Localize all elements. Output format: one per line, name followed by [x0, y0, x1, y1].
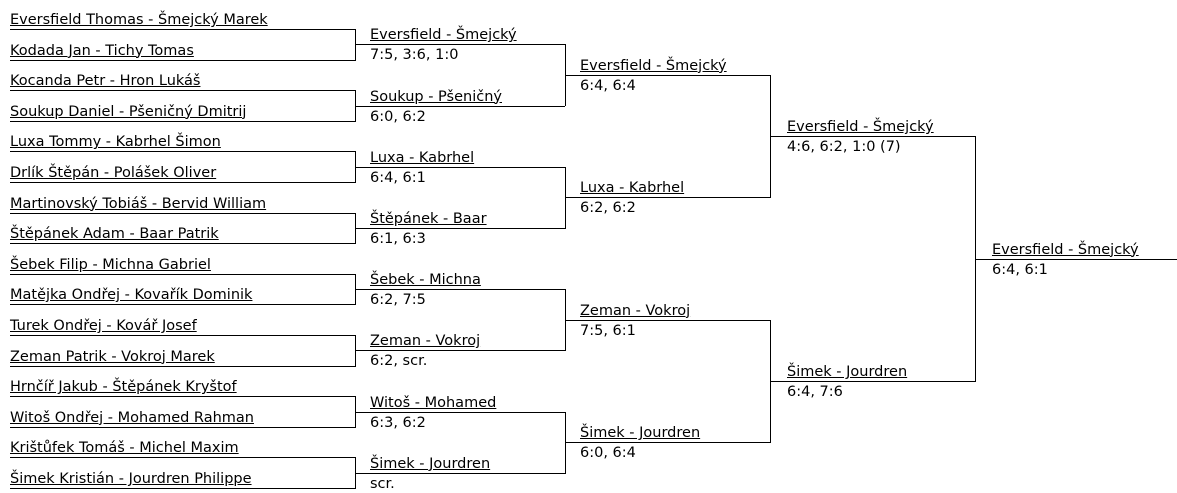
round1-team-label: Martinovský Tobiáš - Bervid William [10, 195, 267, 212]
round4-line [770, 381, 975, 382]
round1-team-label: Šebek Filip - Michna Gabriel [10, 256, 211, 273]
round1-line [10, 90, 355, 91]
round2-line [355, 167, 565, 168]
round2-line [355, 44, 565, 45]
round2-score-label: 6:2, 7:5 [370, 292, 426, 309]
round2-score-label: scr. [370, 475, 395, 492]
round1-line [10, 274, 355, 275]
round2-line [355, 228, 565, 229]
round2-winner-label: Zeman - Vokroj [370, 333, 481, 350]
round3-score-label: 7:5, 6:1 [580, 322, 636, 339]
round1-line [10, 243, 355, 244]
round2-score-label: 6:1, 6:3 [370, 230, 426, 247]
round2-winner-label: Luxa - Kabrhel [370, 149, 475, 166]
round2-line [355, 473, 565, 474]
round2-line [355, 412, 565, 413]
round4-score-label: 4:6, 6:2, 1:0 (7) [787, 139, 901, 156]
round3-line [565, 75, 770, 76]
round2-winner-label: Šimek - Jourdren [370, 455, 491, 472]
round1-line [10, 488, 355, 489]
round1-team-label: Turek Ondřej - Kovář Josef [10, 318, 197, 334]
round2-winner-label: Štěpánek - Baar [370, 210, 487, 227]
round1-line [10, 60, 355, 61]
round2-score-label: 6:0, 6:2 [370, 108, 426, 125]
round3-score-label: 6:0, 6:4 [580, 445, 636, 462]
round1-team-label: Šimek Kristián - Jourdren Philippe [10, 471, 252, 487]
round4-score-label: 6:4, 7:6 [787, 383, 843, 400]
round2-line [355, 289, 565, 290]
round1-line [10, 304, 355, 305]
round3-winner-label: Eversfield - Šmejcký [580, 57, 727, 74]
round1-team-label: Eversfield Thomas - Šmejcký Marek [10, 12, 268, 28]
round2-line [355, 106, 565, 107]
round4-line [770, 136, 975, 137]
round3-line [565, 320, 770, 321]
round4-winner-label: Eversfield - Šmejcký [787, 119, 934, 136]
round2-winner-label: Witoš - Mohamed [370, 394, 497, 411]
round3-score-label: 6:4, 6:4 [580, 77, 636, 94]
round1-team-label: Zeman Patrik - Vokroj Marek [10, 348, 215, 365]
round1-line [10, 396, 355, 397]
round2-score-label: 6:2, scr. [370, 353, 428, 370]
round2-score-label: 6:4, 6:1 [370, 169, 426, 186]
round1-line [10, 335, 355, 336]
round1-team-label: Kocanda Petr - Hron Lukáš [10, 73, 201, 90]
round2-winner-label: Šebek - Michna [370, 272, 481, 289]
round5-winner-label: Eversfield - Šmejcký [992, 241, 1139, 258]
round3-line [565, 197, 770, 198]
round1-line [10, 182, 355, 183]
round2-score-label: 7:5, 3:6, 1:0 [370, 47, 459, 64]
round3-winner-label: Šimek - Jourdren [580, 425, 701, 442]
round1-team-label: Luxa Tommy - Kabrhel Šimon [10, 134, 221, 151]
round1-team-label: Drlík Štěpán - Polášek Oliver [10, 165, 217, 181]
round1-team-label: Soukup Daniel - Pšeničný Dmitrij [10, 103, 247, 120]
round1-team-label: Matějka Ondřej - Kovařík Dominik [10, 287, 253, 304]
round1-line [10, 213, 355, 214]
round2-winner-label: Eversfield - Šmejcký [370, 27, 517, 44]
round4-winner-label: Šimek - Jourdren [787, 363, 908, 380]
round2-score-label: 6:3, 6:2 [370, 414, 426, 431]
round1-team-label: Witoš Ondřej - Mohamed Rahman [10, 409, 254, 426]
round1-team-label: Štěpánek Adam - Baar Patrik [10, 226, 219, 243]
round1-line [10, 366, 355, 367]
round1-team-label: Kodada Jan - Tichy Tomas [10, 42, 194, 59]
round1-line [10, 151, 355, 152]
round1-team-label: Hrnčíř Jakub - Štěpánek Kryštof [10, 379, 237, 396]
round5-line [975, 259, 1177, 260]
round2-line [355, 350, 565, 351]
round1-line [10, 121, 355, 122]
round1-team-label: Krištůfek Tomáš - Michel Maxim [10, 440, 239, 457]
round3-winner-label: Zeman - Vokroj [580, 302, 691, 319]
round3-line [565, 442, 770, 443]
round1-line [10, 427, 355, 428]
round2-winner-label: Soukup - Pšeničný [370, 88, 502, 105]
round1-line [10, 29, 355, 30]
round5-score-label: 6:4, 6:1 [992, 261, 1048, 278]
round1-line [10, 457, 355, 458]
round3-score-label: 6:2, 6:2 [580, 200, 636, 217]
round3-winner-label: Luxa - Kabrhel [580, 180, 685, 197]
